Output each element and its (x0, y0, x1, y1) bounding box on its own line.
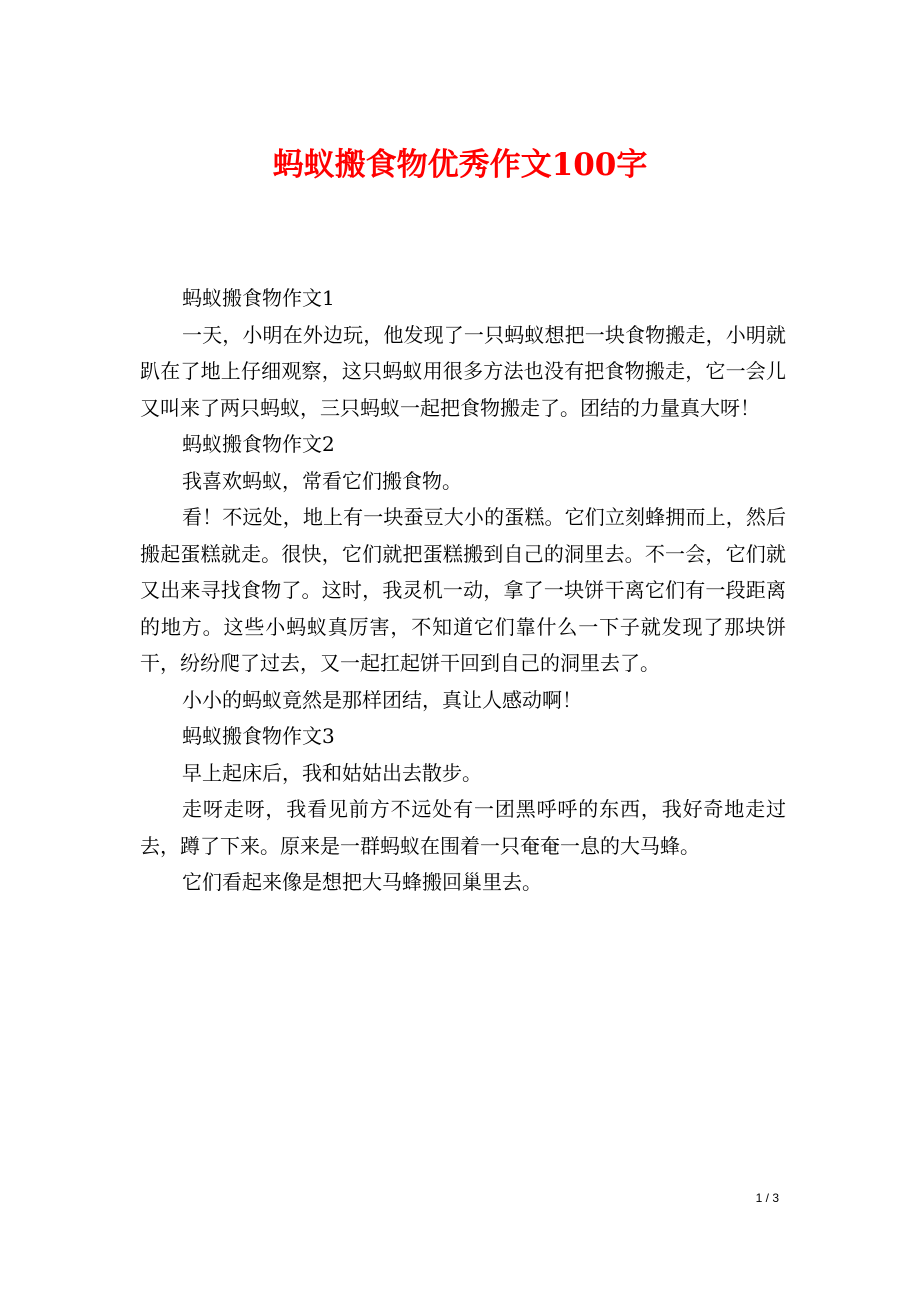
document-body (140, 280, 786, 901)
document-title: 蚂蚁搬食物优秀作文100字 (272, 147, 648, 183)
section-heading-3: 蚂蚁搬食物作文3 (182, 724, 335, 748)
page-number: 1 / 3 (755, 1191, 779, 1205)
section-heading-2: 蚂蚁搬食物作文2 (182, 432, 335, 456)
paragraph: 一天，小明在外边玩，他发现了一只蚂蚁想把一块食物搬走，小明就趴在了地上仔细观察，这只蚂蚁用很多方法也没有把食物搬走，它一会儿又叫来了两只蚂蚁，三只蚂蚁一起把食物搬走了。团结的力量真大呀！ (140, 322, 786, 420)
paragraph: 早上起床后，我和姑姑出去散步。 (182, 760, 482, 785)
paragraph: 看！不远处，地上有一块蚕豆大小的蛋糕。它们立刻蜂拥而上，然后搬起蛋糕就走。很快，它们就把蛋糕搬到自己的洞里去。不一会，它们就又出来寻找食物了。这时，我灵机一动，拿了一块饼干离它们有一段距离的地方。这些小蚂蚁真厉害，不知道它们靠什么一下子就发现了那块饼干，纷纷爬了过去，又一起扛起饼干回到自己的洞里去了。 (140, 505, 786, 675)
paragraph: 它们看起来像是想把大马蜂搬回巢里去。 (182, 870, 542, 894)
paragraph: 小小的蚂蚁竟然是那样团结，真让人感动啊！ (182, 687, 582, 712)
paragraph: 我喜欢蚂蚁，常看它们搬食物。 (182, 468, 462, 493)
section-heading-1: 蚂蚁搬食物作文1 (182, 286, 335, 310)
paragraph: 走呀走呀，我看见前方不远处有一团黑呼呼的东西，我好奇地走过去，蹲了下来。原来是一群蚂蚁在围着一只奄奄一息的大马蜂。 (140, 797, 786, 858)
